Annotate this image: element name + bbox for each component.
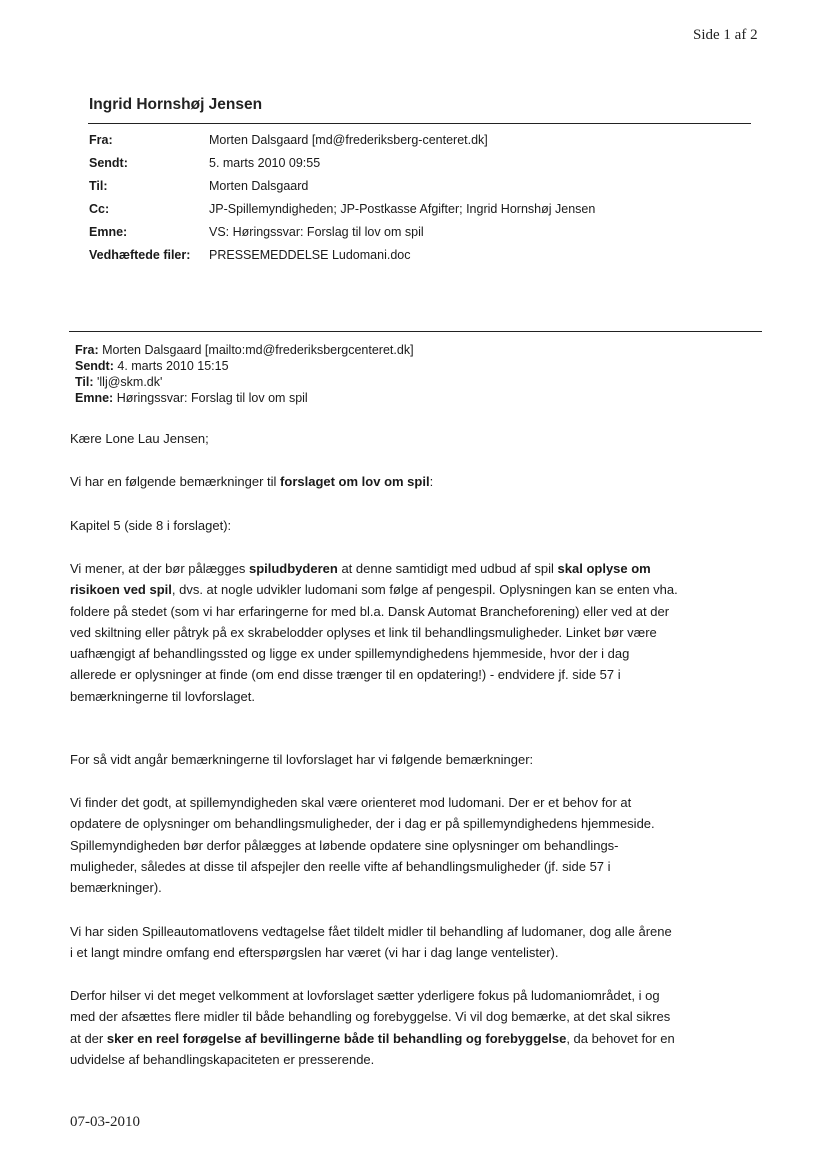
text-line: uafhængigt af behandlingssted og ligge ex under spillemyndighedens hjemmeside, hvor der i dag [70,646,630,662]
text-run: , da behovet for en [566,1030,675,1046]
attachment-filename[interactable]: PRESSEMEDDELSE Ludomani.doc [209,248,411,262]
header-key: Fra: [89,133,113,147]
text-line: Spillemyndigheden bør derfor pålægges at løbende opdatere sine oplysninger om behandlings- [70,837,619,853]
text-line: opdatere de oplysninger om behandlingsmuligheder, der i dag er på spillemyndighedens hjemmeside. [70,816,655,832]
forward-divider [69,331,762,332]
text-run-bold: spiludbyderen [248,561,338,576]
forwarded-from [75,342,414,358]
paragraph-5 [70,985,760,1070]
header-key: Emne: [89,225,128,239]
forwarded-key: Til: [75,375,94,389]
header-value: 5. marts 2010 09:55 [209,156,321,170]
text-run: at denne samtidigt med udbud af spil [337,561,558,576]
text-run-bold: skal oplyse om [557,561,651,576]
forwarded-value: Høringssvar: Forslag til lov om spil [116,391,308,405]
text-run-bold: risikoen ved spil [70,582,172,598]
text-line: bemærkninger). [70,880,162,896]
forwarded-key: Emne: [75,391,114,405]
forwarded-sent [75,358,414,374]
header-value: Morten Dalsgaard [209,179,309,193]
text-run: Vi mener, at der bør pålægges [70,561,249,576]
text-line: i et langt mindre omfang end efterspørgslen har været (vi har i dag lange ventelister). [70,945,559,961]
header-key: Til: [89,179,108,193]
paragraph-3 [70,792,760,898]
forwarded-to [75,374,414,390]
text-line: foldere på stedet (som vi har erfaringerne for med bl.a. Dansk Automat Brancheforening) eller ved at der [70,603,670,619]
intro-paragraph [70,471,760,492]
chapter-heading: Kapitel 5 (side 8 i forslaget): [70,518,232,533]
forwarded-value: Morten Dalsgaard [mailto:md@frederiksbergcenteret.dk] [102,343,414,357]
text-line: ved skiltning eller påtryk på ex skrabelodder oplyses et link til behandlingsmuligheder. Linket bør være [70,624,657,640]
mailbox-owner-name: Ingrid Hornshøj Jensen [89,96,263,113]
page-number: Side 1 af 2 [693,27,758,43]
paragraph-4 [70,921,760,964]
text-line: med der afsættes flere midler til både behandling og forebyggelse. Vi vil dog bemærke, at det skal sikres [70,1009,671,1025]
text-line: Vi finder det godt, at spillemyndigheden skal være orienteret mod ludomani. Der er et behov for at [70,795,632,810]
header-divider [88,123,751,124]
text-line: Vi har siden Spilleautomatlovens vedtagelse fået tildelt midler til behandling af ludomaner, dog alle årene [70,924,672,939]
text-run: , dvs. at nogle udvikler ludomani som følge af pengespil. Oplysningen kan se enten vha. [171,582,678,598]
header-value: JP-Spillemyndigheden; JP-Postkasse Afgifter; Ingrid Hornshøj Jensen [209,202,596,216]
text-run: : [429,474,434,489]
print-date: 07-03-2010 [70,1114,140,1130]
text-line: udvidelse af behandlingskapaciteten er presserende. [70,1051,375,1067]
paragraph-2: For så vidt angår bemærkningerne til lovforslaget har vi følgende bemærkninger: [70,752,534,767]
forwarded-key: Sendt: [75,359,114,373]
forwarded-key: Fra: [75,343,99,357]
text-run: Vi har en følgende bemærkninger til [70,474,281,489]
text-line: Derfor hilser vi det meget velkomment at lovforslaget sætter yderligere fokus på ludomaniområdet, i og [70,988,660,1003]
header-value: Morten Dalsgaard [md@frederiksberg-centeret.dk] [209,133,488,147]
forwarded-subject [75,390,414,406]
header-value: VS: Høringssvar: Forslag til lov om spil [209,225,424,239]
text-run-bold: sker en reel forøgelse af bevillingerne både til behandling og forebyggelse [106,1030,567,1046]
paragraph-1 [70,558,760,707]
text-line: bemærkningerne til lovforslaget. [70,688,255,704]
header-key: Cc: [89,202,110,216]
text-run: at der [70,1030,107,1046]
greeting: Kære Lone Lau Jensen; [70,431,209,446]
text-line: allerede er oplysninger at finde (om end disse trænger til en opdatering!) - endvidere jf. side 57 i [70,667,621,683]
text-line: muligheder, således at disse til afspejler den reelle vifte af behandlingsmuligheder (jf. side 57 i [70,858,611,874]
forwarded-header [75,342,414,406]
text-run-bold: forslaget om lov om spil [280,474,430,489]
forwarded-value: 'llj@skm.dk' [97,375,163,389]
header-key: Vedhæftede filer: [89,248,191,262]
forwarded-value: 4. marts 2010 15:15 [117,359,229,373]
header-key: Sendt: [89,156,128,170]
